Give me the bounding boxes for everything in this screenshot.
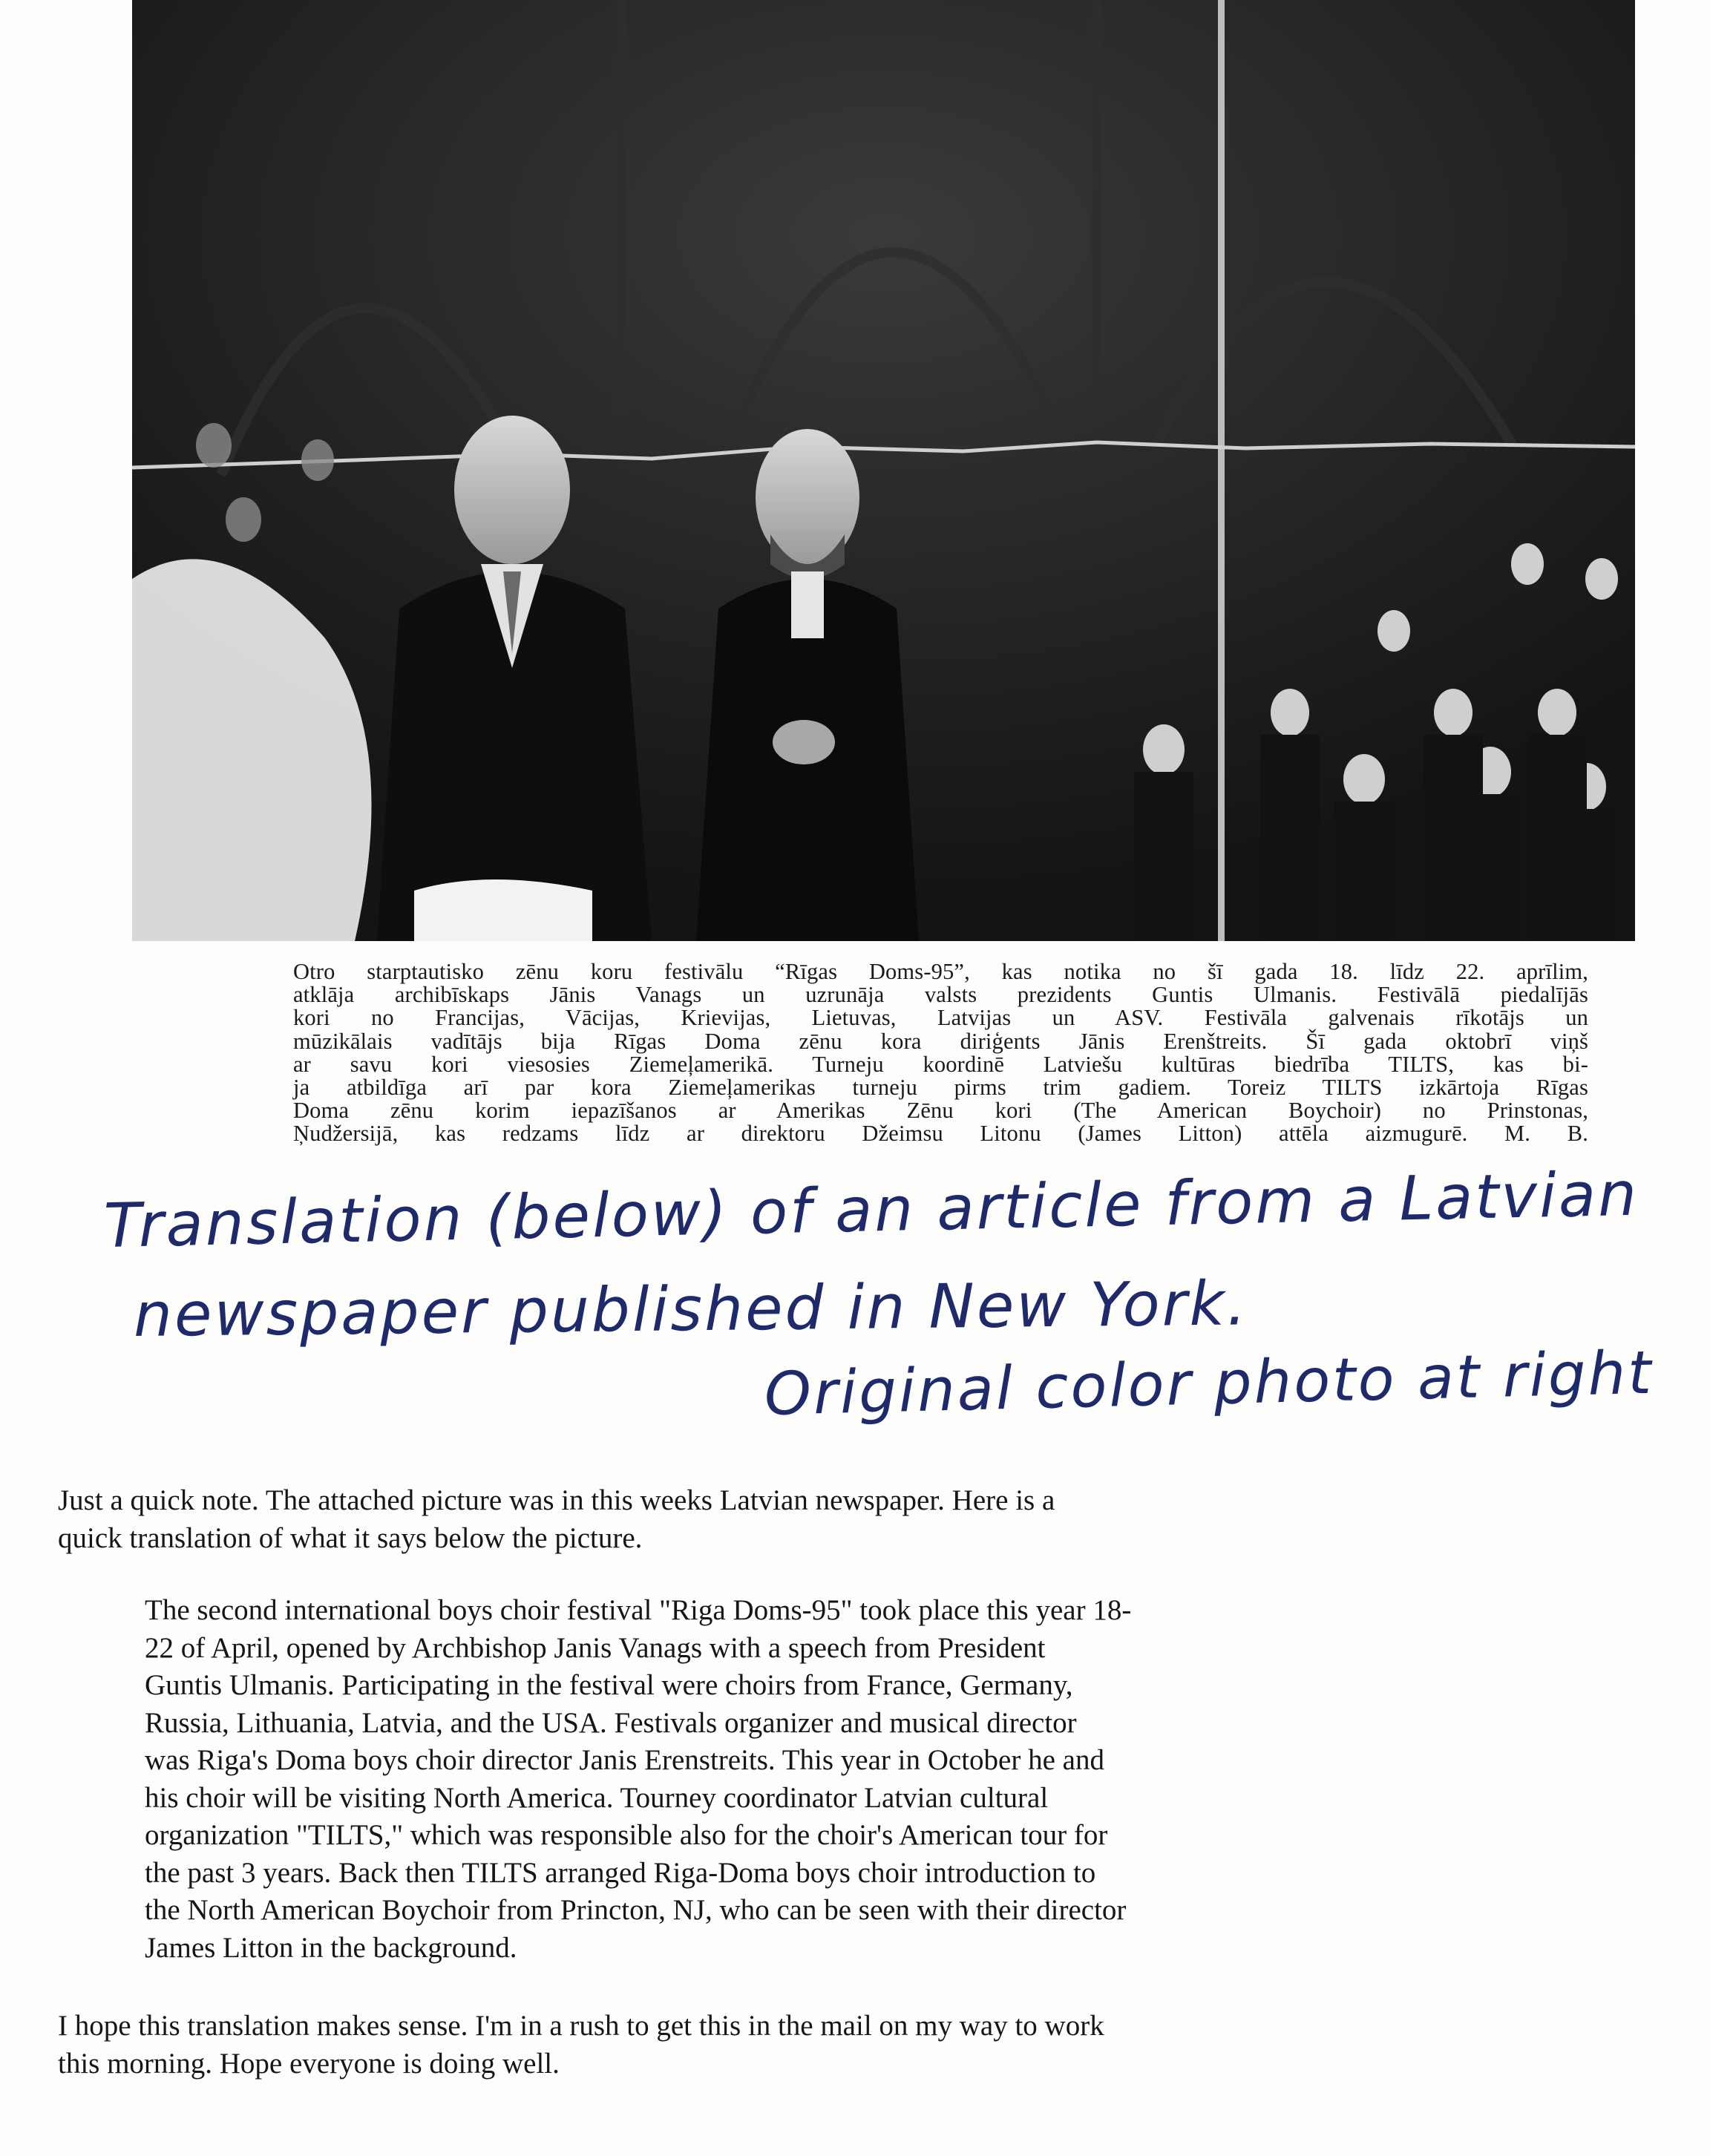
caption-line: ja atbildīga arī par kora Ziemeļamerikas turneju pirms trim gadiem. Toreiz TILTS izkārtoja Rīgas [293,1075,1588,1101]
translation-line: the North American Boychoir from Princton, NJ, who can be seen with their director [145,1894,1127,1926]
closing-line: this morning. Hope everyone is doing well. [58,2047,560,2080]
intro-line: quick translation of what it says below the picture. [58,1521,643,1554]
closing-paragraph [58,2008,1104,2083]
closing-line: I hope this translation makes sense. I'm in a rush to get this in the mail on my way to work [58,2010,1104,2042]
translation-paragraph [145,1592,1131,1967]
intro-line: Just a quick note. The attached picture was in this weeks Latvian newspaper. Here is a [58,1484,1055,1516]
handwritten-note-line-1: Translation (below) of an article from a Latvian [103,1159,1639,1262]
translation-line: Guntis Ulmanis. Participating in the festival were choirs from France, Germany, [145,1669,1073,1701]
translation-line: the past 3 years. Back then TILTS arranged Riga-Doma boys choir introduction to [145,1856,1096,1889]
translation-line: Russia, Lithuania, Latvia, and the USA. Festivals organizer and musical director [145,1706,1077,1739]
translation-line: The second international boys choir festival "Riga Doms-95" took place this year 18- [145,1594,1132,1626]
caption-line: kori no Francijas, Vācijas, Krievijas, Lietuvas, Latvijas un ASV. Festivāla galvenais rīkotājs un [293,1005,1588,1031]
translation-line: was Riga's Doma boys choir director Janis Erenstreits. This year in October he and [145,1744,1104,1776]
translation-line: organization "TILTS," which was responsible also for the choir's American tour for [145,1819,1108,1851]
intro-paragraph [58,1482,1055,1557]
handwritten-note-line-3: Original color photo at right [763,1337,1654,1429]
caption-line: atklāja archibīskaps Jānis Vanags un uzrunāja valsts prezidents Guntis Ulmanis. Festivālā piedalījās [293,982,1588,1008]
caption-line: Ņudžersijā, kas redzams līdz ar direktoru Džeimsu Litonu (James Litton) attēla aizmugurē. M. B. [293,1121,1588,1147]
caption-line: Otro starptautisko zēnu koru festivālu “Rīgas Doms-95”, kas notika no šī gada 18. līdz 22. aprīlim, [293,959,1588,984]
handwritten-note-line-2: newspaper published in New York. [133,1268,1249,1351]
translation-line: his choir will be visiting North America. Tourney coordinator Latvian cultural [145,1781,1049,1814]
caption-line: Doma zēnu korim iepazīšanos ar Amerikas Zēnu kori (The American Boychoir) no Prinstonas, [293,1098,1588,1124]
photo-icon [132,0,1635,941]
newspaper-photo [132,0,1635,941]
caption-line: ar savu kori viesosies Ziemeļamerikā. Turneju koordinē Latviešu kultūras biedrība TILTS, kas bi- [293,1051,1588,1077]
translation-line: 22 of April, opened by Archbishop Janis Vanags with a speech from President [145,1631,1046,1664]
translation-line: James Litton in the background. [145,1931,517,1964]
caption-line: mūzikālais vadītājs bija Rīgas Doma zēnu kora diriģents Jānis Erenštreits. Šī gada oktobrī viņš [293,1028,1588,1054]
latvian-caption [293,960,1588,1146]
